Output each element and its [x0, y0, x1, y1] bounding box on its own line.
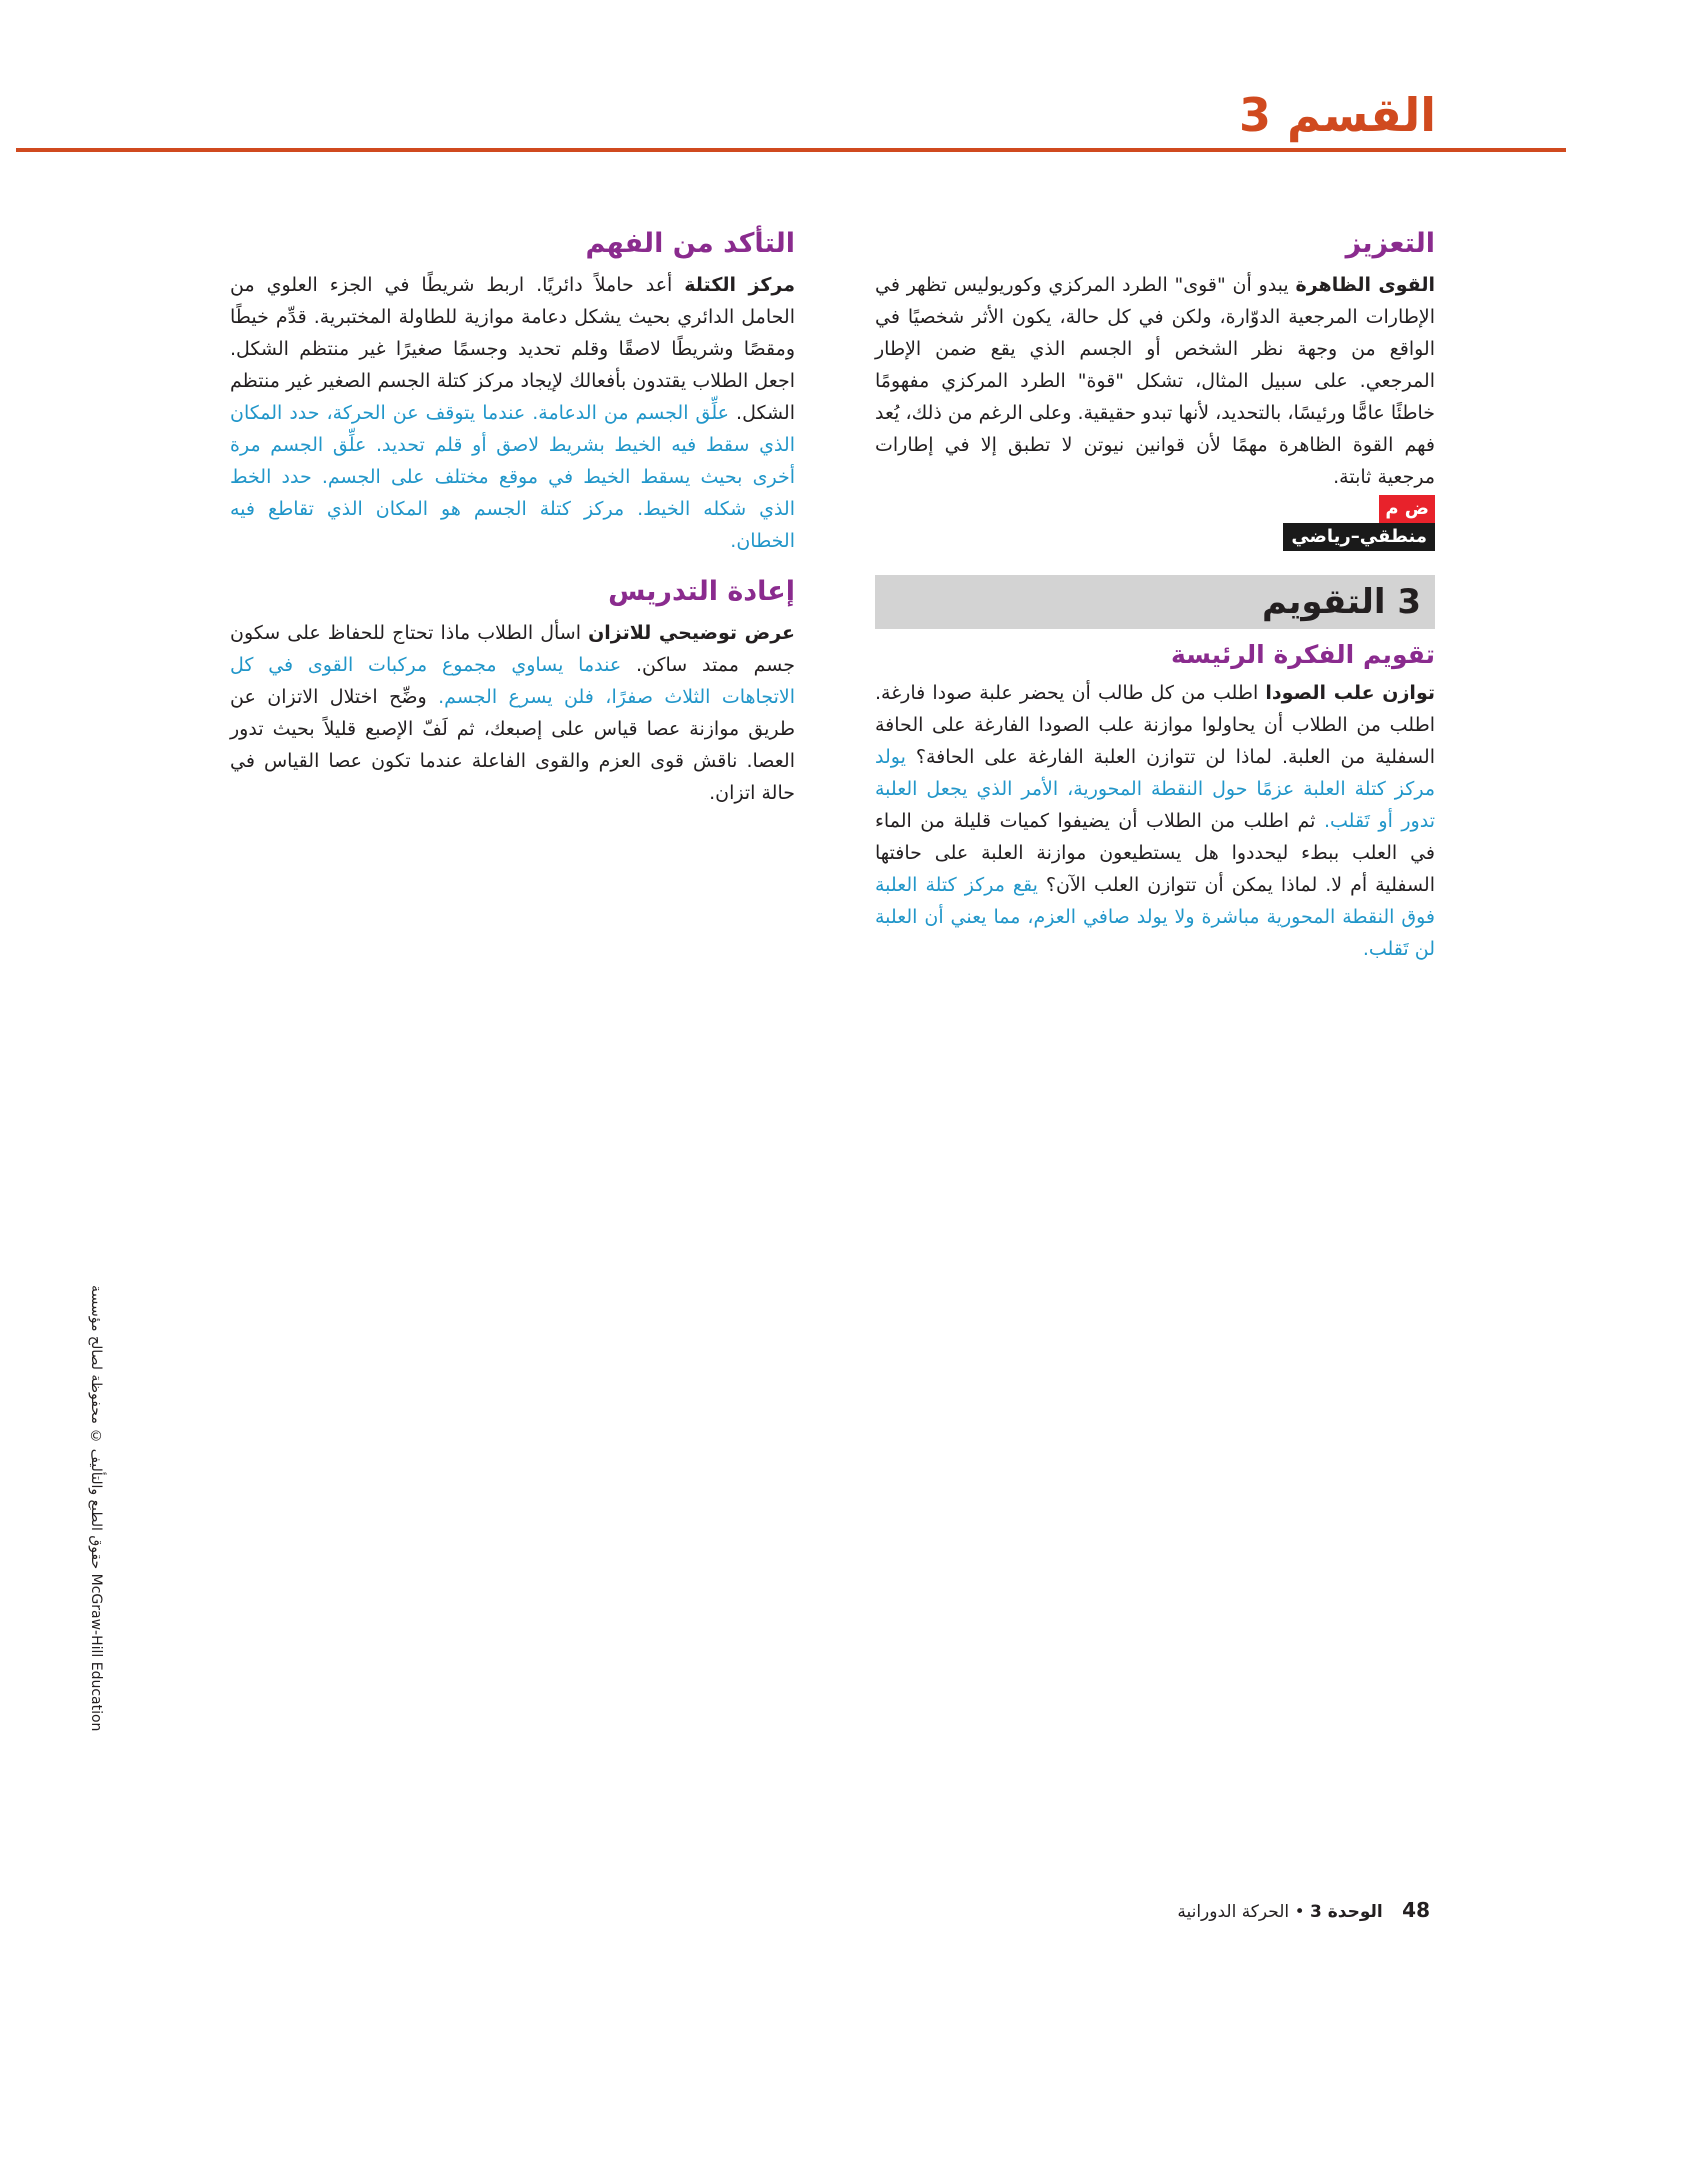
check-understanding-paragraph [230, 269, 795, 557]
reinforcement-heading: التعزيز [1345, 228, 1435, 259]
assessment-heading: 3 التقويم [1261, 582, 1421, 622]
assessment-body-1: اطلب من كل طالب أن يحضر علبة صودا فارغة. اطلب من الطلاب أن يحاولوا موازنة علب الصودا الفارغة على الحافة السفلية من العلبة. لماذا لن تتوازن العلبة الفارغة على الحافة؟ [875, 682, 1435, 768]
assessment-body-2: ثم اطلب من الطلاب أن يضيفوا كميات قليلة من الماء في العلب ببطء ليحددوا هل يستطيعون موازنة العلبة على حافتها السفلية أم لا. لماذا يمكن أن تتوازن العلب الآن؟ [875, 810, 1435, 896]
assessment-answer-2: يقع مركز كتلة العلبة فوق النقطة المحورية مباشرة ولا يولد صافي العزم، مما يعني أن العلبة لن تَقلب. [875, 874, 1435, 960]
page-footer [1177, 1898, 1430, 1922]
right-column [875, 225, 1435, 965]
reteach-paragraph [230, 617, 795, 809]
footer-bullet: • [1294, 1902, 1305, 1922]
check-understanding-body: أعد حاملاً دائريًا. اربط شريطًا في الجزء العلوي من الحامل الدائري بحيث يشكل دعامة موازية للطاولة المختبرية. قدِّم خيطًا ومقصًا وشريطًا لاصقًا وقلم تحديد وجسمًا صغيرًا غير منتظم الشكل. اجعل الطلاب يقتدون بأفعالك لإيجاد مركز كتلة الجسم الصغير غير منتظم الشكل. [230, 274, 795, 424]
assessment-answer-1: يولد مركز كتلة العلبة عزمًا حول النقطة المحورية، الأمر الذي يجعل العلبة تدور أو تَقلب. [875, 746, 1435, 832]
reinforcement-body: يبدو أن "قوى" الطرد المركزي وكوريوليس تظهر في الإطارات المرجعية الدوّارة، ولكن في كل حالة، يكون الأثر شخصيًا في الواقع من وجهة نظر الشخص أو الجسم الذي يقع ضمن الإطار المرجعي. على سبيل المثال، تشكل "قوة" الطرد المركزي مفهومًا خاطئًا عامًّا ورئيسًا، بالتحديد، لأنها تبدو حقيقية. وعلى الرغم من ذلك، يُعد فهم القوة الظاهرة مهمًا لأن قوانين نيوتن لا تطبق إلا في إطارات مرجعية ثابتة. [875, 274, 1435, 488]
assessment-paragraph [875, 677, 1435, 965]
assessment-lead: توازن علب الصودا [1265, 682, 1435, 704]
left-column [230, 225, 795, 809]
page-number: 48 [1402, 1898, 1430, 1922]
header-divider [16, 148, 1566, 152]
learning-style-tags [875, 495, 1435, 551]
reinforcement-lead: القوى الظاهرة [1295, 274, 1435, 296]
learning-level-badge: ض م [1379, 495, 1435, 523]
assessment-banner [875, 575, 1435, 629]
section-title: القسم 3 [1238, 88, 1436, 142]
check-understanding-answer: علِّق الجسم من الدعامة. عندما يتوقف عن الحركة، حدد المكان الذي سقط فيه الخيط بشريط لاصق أو قلم تحديد. علِّق الجسم مرة أخرى بحيث يسقط الخيط في موقع مختلف على الجسم. حدد الخط الذي شكله الخيط. مركز كتلة الجسم هو المكان الذي تقاطع فيه الخطان. [230, 402, 795, 552]
reteach-body-1: اسأل الطلاب ماذا تحتاج للحفاظ على سكون جسم ممتد ساكن. [230, 622, 795, 676]
learning-style-badge: منطقي–رياضي [1283, 523, 1435, 551]
reteach-heading: إعادة التدريس [608, 576, 795, 607]
assessment-subheading: تقويم الفكرة الرئيسة [1171, 640, 1435, 669]
footer-unit: الوحدة 3 [1310, 1902, 1383, 1922]
reteach-body-2: وضِّح اختلال الاتزان عن طريق موازنة عصا قياس على إصبعك، ثم لَفّ الإصبع قليلاً بحيث تدور العصا. ناقش قوى العزم والقوى الفاعلة عندما تكون عصا القياس في حالة اتزان. [230, 686, 795, 804]
reteach-lead: عرض توضيحي للاتزان [588, 622, 795, 644]
reteach-answer-1: عندما يساوي مجموع مركبات القوى في كل الاتجاهات الثلاث صفرًا، فلن يسرع الجسم. [230, 654, 795, 708]
reinforcement-paragraph [875, 269, 1435, 493]
footer-chapter: الحركة الدورانية [1177, 1902, 1290, 1922]
check-understanding-lead: مركز الكتلة [684, 274, 795, 296]
copyright-notice: حقوق الطبع والتأليف © محفوظة لصالح مؤسسة McGraw-Hill Education [88, 1285, 104, 1732]
check-understanding-heading: التأكد من الفهم [585, 228, 795, 259]
